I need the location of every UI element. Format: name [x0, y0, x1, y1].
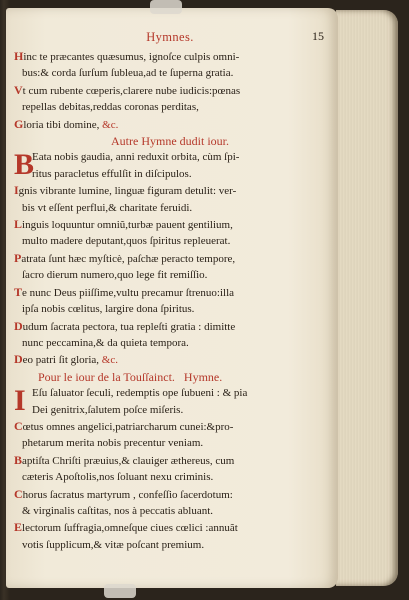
verse-text: Eata nobis gaudia, anni reduxit orbita, cùm ſpi-: [32, 151, 240, 164]
drop-cap-initial: I: [14, 384, 26, 418]
verse-text: ſacro dierum numero,quo lege fit remiſſio.: [22, 269, 208, 282]
verse-line: [14, 418, 326, 435]
verse-text: ritus paracletus effulſit in diſcipulos.: [32, 167, 192, 180]
running-head: [14, 26, 326, 48]
verse-line: [14, 503, 326, 519]
bottom-tab-marker: [104, 584, 136, 598]
verse-text: udum ſacrata pectora, tua repleſti gratia : dimitte: [22, 320, 236, 333]
verse-line: [14, 182, 326, 199]
verse-text: bis vt eſſent perflui,& charitate feruidi.: [22, 201, 193, 214]
verse-text: atrata ſunt hæc myſticè, paſchæ peracto tempore,: [21, 252, 236, 265]
verse-line: [14, 335, 326, 351]
verse-line: [14, 233, 326, 249]
verse-text: œtus omnes angelici,patriarcharum cunei:&pro-: [22, 420, 234, 433]
verse-line: [14, 82, 326, 99]
hymn-heading: [14, 369, 326, 385]
doxology-line: [14, 116, 326, 133]
hymn-heading-main: Pour le iour de la Touſſainct.: [38, 369, 175, 384]
verse-text: gnis vibrante lumine, linguæ figuram detulit: ver-: [18, 185, 237, 198]
verse-initial: C: [14, 486, 23, 501]
verse-line: [14, 435, 326, 451]
drop-cap-initial: B: [14, 148, 35, 182]
verse-text: e nunc Deus piiſſime,vultu precamur ſtrenuo:illa: [22, 286, 235, 299]
verse-text: Eſu ſaluator ſeculi, redemptis ope ſubueni : & pia: [32, 387, 248, 400]
verse-text: aptiſta Chriſti præuius,& clauiger æthereus, cum: [22, 454, 235, 467]
verse-text: inguis loquuntur omniũ,turbæ pauent gentilium,: [22, 219, 233, 232]
verse-text: t cum rubente cœperis,clarere nube iudicis:pœnas: [22, 84, 241, 97]
verse-text: inc te præcantes quæsumus, ignoſce culpis omni-: [23, 51, 240, 63]
verse-text: phetarum merita nobis precentur veniam.: [22, 437, 204, 450]
verse-initial: H: [14, 49, 24, 63]
verse-line: [14, 99, 326, 115]
verse-line: [14, 301, 326, 317]
verse-line: [14, 452, 326, 469]
verse-initial: G: [14, 116, 24, 131]
verse-text: eo patri ſit gloria,: [22, 354, 100, 367]
verse-initial: D: [14, 352, 23, 367]
etcetera-mark: &c.: [102, 118, 119, 131]
verse-line: [14, 519, 326, 536]
verse-line: [14, 48, 326, 65]
verse-line: [14, 216, 326, 233]
verse-initial: V: [14, 82, 23, 97]
top-tab-marker: [150, 0, 182, 14]
verse-line: [14, 469, 326, 485]
running-head-title: Hymnes.: [146, 30, 194, 44]
hymn-heading-label: Hymne.: [183, 369, 223, 384]
verse-line: [14, 486, 326, 503]
verse-text: Dei genitrix,ſalutem poſce miſeris.: [32, 403, 184, 416]
verse-initial: I: [14, 183, 19, 198]
verse-initial: D: [14, 318, 23, 333]
verse-text: loria tibi domine,: [23, 118, 100, 131]
page-number: 15: [312, 29, 324, 43]
verse-text: lectorum ſuffragia,omneſque ciues cœlici :annuãt: [22, 522, 238, 535]
verse-text: votis ſupplicum,& vitæ poſcant premium.: [22, 538, 205, 551]
verse-text: bus:& corda ſurſum ſubleua,ad te ſuperna gratia.: [22, 67, 234, 80]
etcetera-mark: &c.: [101, 354, 118, 367]
doxology-line: [14, 351, 326, 368]
verse-initial: C: [14, 418, 23, 433]
verse-initial: P: [14, 250, 22, 265]
verse-initial: B: [14, 452, 23, 467]
page-edges: [336, 10, 398, 586]
verse-line: [14, 537, 326, 553]
page-text: [14, 26, 326, 553]
verse-text: & virginalis caſtitas, nos à peccatis abluant.: [22, 504, 214, 517]
verse-line: [14, 65, 326, 81]
hymn-opening: [14, 149, 326, 182]
verse-text: multo madere deputant,quos ſpiritus repleuerat.: [22, 235, 231, 248]
verse-text: nunc peccamina,& da quieta tempora.: [22, 336, 189, 349]
verse-line: [14, 318, 326, 335]
verse-text: cæteris Apoſtolis,nos ſoluant nexu criminis.: [22, 471, 214, 484]
hymn-heading: Autre Hymne dudit iour.: [111, 134, 229, 149]
hymn-opening: [14, 385, 326, 418]
verse-text: ipſa nobis cœlitus, largire dona ſpiritus.: [22, 303, 195, 316]
verse-text: repellas debitas,reddas coronas perditas,: [22, 101, 199, 114]
verse-line: [14, 267, 326, 283]
verse-initial: L: [14, 217, 23, 232]
verse-line: [14, 200, 326, 216]
verse-text: horus ſacratus martyrum , confeſſio ſacerdotum:: [22, 488, 233, 501]
verse-initial: E: [14, 520, 23, 535]
verse-initial: T: [14, 284, 23, 299]
verse-line: [14, 250, 326, 267]
verse-line: [14, 284, 326, 301]
